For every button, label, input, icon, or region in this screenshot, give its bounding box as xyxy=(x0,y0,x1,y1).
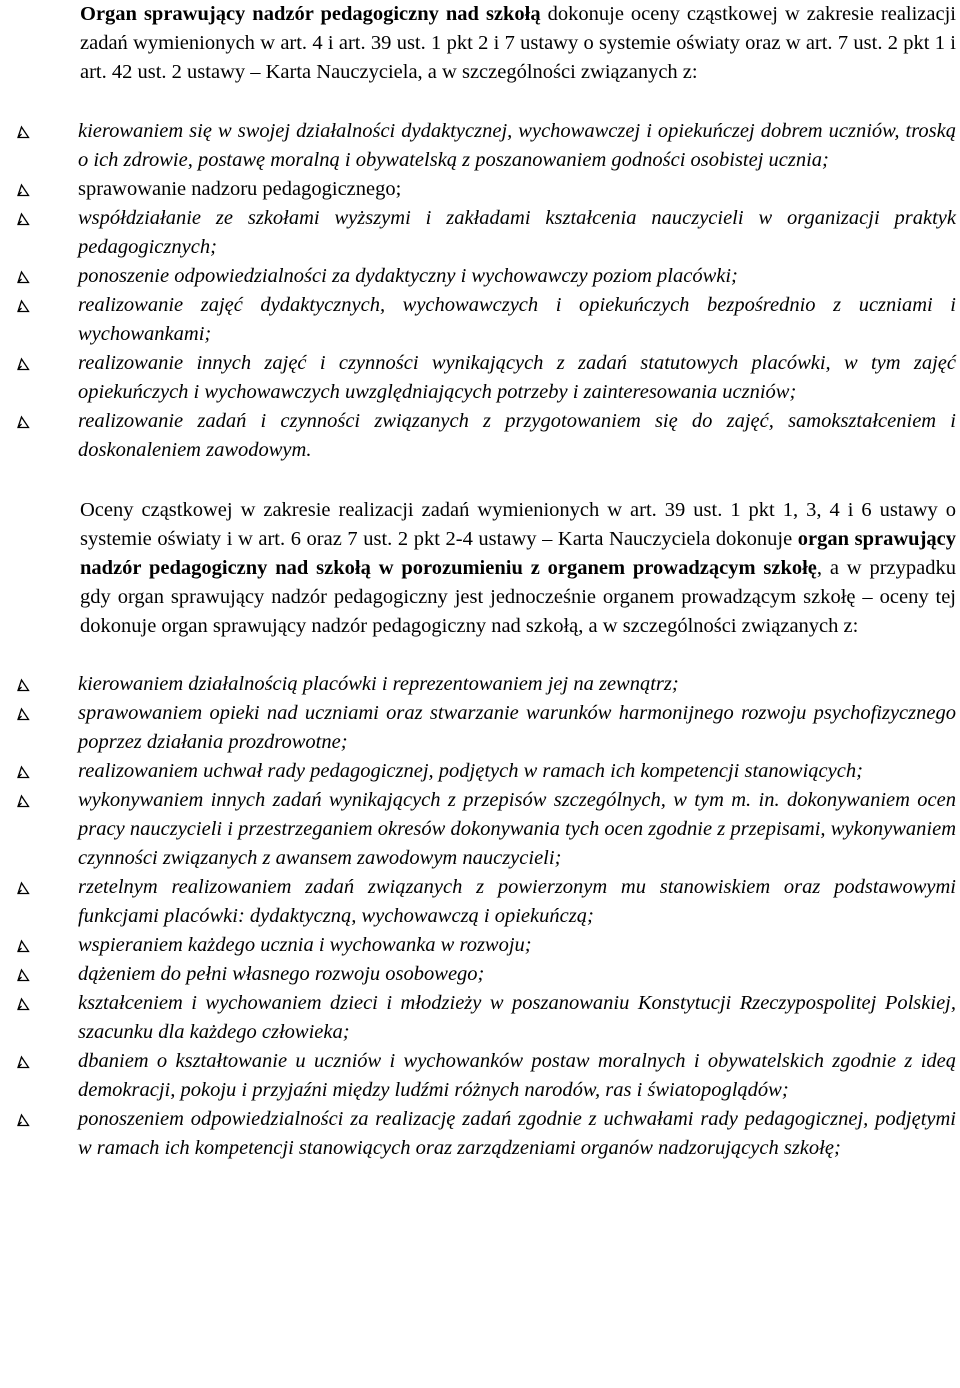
triangle-flag-bullet-icon xyxy=(12,931,34,960)
list-item: realizowanie zadań i czynności związanych z przygotowaniem się do zajęć, samokształceniem i doskonaleniem zawodowym. xyxy=(4,407,956,465)
list-item: kierowaniem działalnością placówki i reprezentowaniem jej na zewnątrz; xyxy=(4,670,956,699)
triangle-flag-bullet-icon xyxy=(12,757,34,786)
list-item: sprawowanie nadzoru pedagogicznego; xyxy=(4,175,956,204)
list-item: ponoszeniem odpowiedzialności za realizację zadań zgodnie z uchwałami rady pedagogicznej, podjętymi w ramach ich kompetencji stanowiących oraz zarządzeniami organów nadzorujących szkołę; xyxy=(4,1105,956,1163)
spacer xyxy=(4,87,956,117)
section1-intro-bold: Organ sprawujący nadzór pedagogiczny nad szkołą xyxy=(80,3,541,25)
triangle-flag-bullet-icon xyxy=(12,291,34,320)
triangle-flag-bullet-icon xyxy=(12,699,34,728)
list-item: dążeniem do pełni własnego rozwoju osobowego; xyxy=(4,960,956,989)
triangle-flag-bullet-icon xyxy=(12,1047,34,1076)
triangle-flag-bullet-icon xyxy=(12,873,34,902)
triangle-flag-bullet-icon xyxy=(12,1105,34,1134)
list-item: kierowaniem się w swojej działalności dydaktycznej, wychowawczej i opiekuńczej dobrem uczniów, troską o ich zdrowie, postawę moralną i obywatelską z poszanowaniem godności osobistej ucznia; xyxy=(4,117,956,175)
spacer xyxy=(4,641,956,670)
list-item: realizowanie zajęć dydaktycznych, wychowawczych i opiekuńczych bezpośrednio z uczniami i wychowankami; xyxy=(4,291,956,349)
section2-intro-bold: organ sprawujący nadzór pedagogiczny nad szkołą w porozumieniu z organem prowadzącym szkołę xyxy=(80,528,956,579)
spacer xyxy=(4,465,956,496)
triangle-flag-bullet-icon xyxy=(12,786,34,815)
list-item: ponoszenie odpowiedzialności za dydaktyczny i wychowawczy poziom placówki; xyxy=(4,262,956,291)
list-item: sprawowaniem opieki nad uczniami oraz stwarzanie warunków harmonijnego rozwoju psychofizycznego poprzez działania prozdrowotne; xyxy=(4,699,956,757)
triangle-flag-bullet-icon xyxy=(12,960,34,989)
list-item: kształceniem i wychowaniem dzieci i młodzieży w poszanowaniu Konstytucji Rzeczypospolitej Polskiej, szacunku dla każdego człowieka; xyxy=(4,989,956,1047)
triangle-flag-bullet-icon xyxy=(12,204,34,233)
list-item: wykonywaniem innych zadań wynikających z przepisów szczególnych, w tym m. in. dokonywaniem ocen pracy nauczycieli i przestrzeganiem okresów dokonywania tych ocen zgodnie z przepisami, wykonywaniem czynności związanych z awansem zawodowym nauczycieli; xyxy=(4,786,956,873)
list-item: współdziałanie ze szkołami wyższymi i zakładami kształcenia nauczycieli w organizacji praktyk pedagogicznych; xyxy=(4,204,956,262)
section1-intro-text: dokonuje oceny cząstkowej w zakresie realizacji zadań wymienionych w art. 4 i art. 39 ust. 1 pkt 2 i 7 ustawy o systemie oświaty oraz w art. 7 ust. 2 pkt 1 i art. 42 ust. 2 ustawy – Karta Nauczyciela, a w szczególności związanych z: xyxy=(80,3,956,83)
list-item: wspieraniem każdego ucznia i wychowanka w rozwoju; xyxy=(4,931,956,960)
list-item: realizowanie innych zajęć i czynności wynikających z zadań statutowych placówki, w tym zajęć opiekuńczych i wychowawczych uwzględniających potrzeby i zainteresowania uczniów; xyxy=(4,349,956,407)
list-item: dbaniem o kształtowanie u uczniów i wychowanków postaw moralnych i obywatelskich zgodnie z ideą demokracji, pokoju i przyjaźni między ludźmi różnych narodów, ras i światopoglądów; xyxy=(4,1047,956,1105)
section1-list xyxy=(4,117,956,465)
triangle-flag-bullet-icon xyxy=(12,349,34,378)
section2-list xyxy=(4,670,956,1163)
triangle-flag-bullet-icon xyxy=(12,175,34,204)
list-item: rzetelnym realizowaniem zadań związanych z powierzonym mu stanowiskiem oraz podstawowymi funkcjami placówki: dydaktyczną, wychowawczą i opiekuńczą; xyxy=(4,873,956,931)
section1-intro xyxy=(4,0,956,87)
triangle-flag-bullet-icon xyxy=(12,262,34,291)
triangle-flag-bullet-icon xyxy=(12,670,34,699)
section2-intro: Oceny cząstkowej w zakresie realizacji zadań wymienionych w art. 39 ust. 1 pkt 1, 3, 4 i 6 ustawy o systemie oświaty i w art. 6 oraz 7 ust. 2 pkt 2-4 ustawy – Karta Nauczyciela dokonuje organ sprawujący nadzór pedagogiczny nad szkołą w porozumieniu z organem prowadzącym szkołę, a w przypadku gdy organ sprawujący nadzór pedagogiczny jest jednocześnie organem prowadzącym szkołę – oceny tej dokonuje organ sprawujący nadzór pedagogiczny nad szkołą, a w szczególności związanych z: xyxy=(80,499,956,637)
triangle-flag-bullet-icon xyxy=(12,117,34,146)
list-item: realizowaniem uchwał rady pedagogicznej, podjętych w ramach ich kompetencji stanowiących; xyxy=(4,757,956,786)
triangle-flag-bullet-icon xyxy=(12,989,34,1018)
triangle-flag-bullet-icon xyxy=(12,407,34,436)
